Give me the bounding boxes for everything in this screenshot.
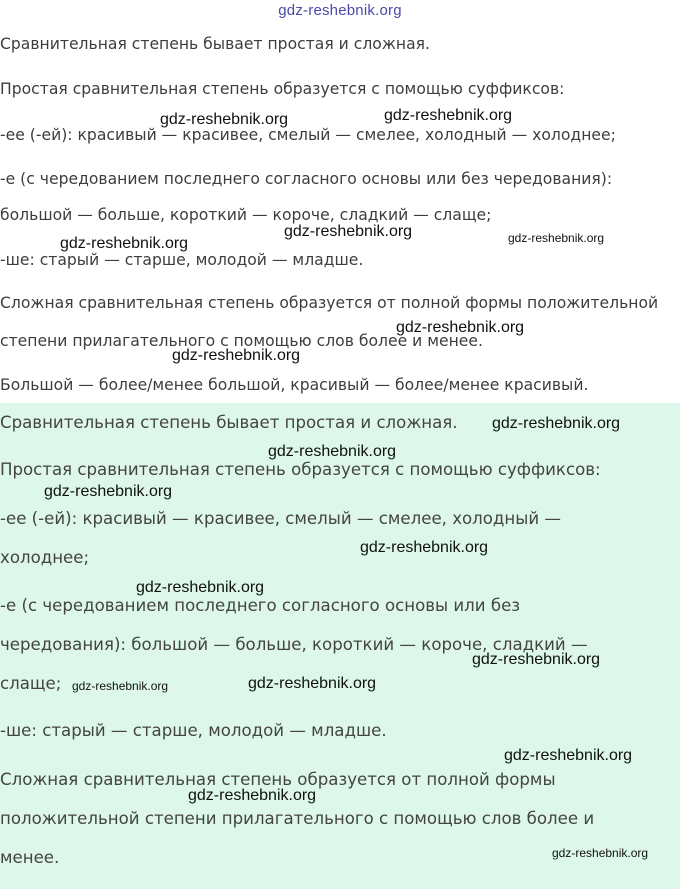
watermark: gdz-reshebnik.org (504, 747, 633, 764)
answer-line: -ше: старый — старше, молодой — младше. (0, 721, 387, 740)
answer-line: менее. (0, 848, 60, 867)
watermark: gdz-reshebnik.org (360, 539, 489, 556)
watermark: gdz-reshebnik.org (492, 415, 621, 432)
watermark: gdz-reshebnik.org (160, 111, 289, 128)
watermark: gdz-reshebnik.org (268, 443, 397, 460)
watermark: gdz-reshebnik.org (60, 235, 189, 252)
answer-line: Сравнительная степень бывает простая и сложная. (0, 413, 458, 432)
watermark: gdz-reshebnik.org (552, 846, 649, 860)
site-watermark-header: gdz-reshebnik.org (278, 2, 402, 19)
question-line: -ше: старый — старше, молодой — младше. (0, 251, 364, 269)
watermark: gdz-reshebnik.org (136, 579, 265, 596)
watermark: gdz-reshebnik.org (248, 675, 377, 692)
watermark: gdz-reshebnik.org (72, 679, 169, 693)
answer-line: чередования): большой — больше, короткий — короче, сладкий — (0, 635, 588, 654)
question-line: Большой — более/менее большой, красивый — более/менее красивый. (0, 376, 589, 394)
answer-line: Сложная сравнительная степень образуется от полной формы (0, 770, 556, 789)
question-line: большой — больше, короткий — короче, сладкий — слаще; (0, 206, 492, 224)
question-line: Сложная сравнительная степень образуется от полной формы положительной (0, 294, 659, 312)
answer-line: Простая сравнительная степень образуется с помощью суффиксов: (0, 460, 601, 479)
answer-line: -ее (-ей): красивый — красивее, смелый — смелее, холодный — (0, 509, 562, 528)
answer-block (0, 403, 680, 889)
watermark: gdz-reshebnik.org (384, 107, 513, 124)
question-line: Сравнительная степень бывает простая и сложная. (0, 35, 430, 53)
watermark: gdz-reshebnik.org (188, 787, 317, 804)
question-line: -е (с чередованием последнего согласного основы или без чередования): (0, 170, 613, 188)
answer-line: положительной степени прилагательного с помощью слов более и (0, 809, 595, 828)
question-line: -ее (-ей): красивый — красивее, смелый — смелее, холодный — холоднее; (0, 126, 616, 144)
watermark: gdz-reshebnik.org (284, 223, 413, 240)
question-line: Простая сравнительная степень образуется с помощью суффиксов: (0, 80, 565, 98)
watermark: gdz-reshebnik.org (396, 319, 525, 336)
watermark: gdz-reshebnik.org (508, 231, 605, 245)
answer-line: холоднее; (0, 548, 90, 567)
watermark: gdz-reshebnik.org (172, 347, 301, 364)
watermark: gdz-reshebnik.org (44, 483, 173, 500)
question-line: степени прилагательного с помощью слов более и менее. (0, 332, 483, 350)
answer-line: -е (с чередованием последнего согласного основы или без (0, 596, 521, 615)
watermark: gdz-reshebnik.org (472, 651, 601, 668)
answer-line: слаще; (0, 674, 62, 693)
